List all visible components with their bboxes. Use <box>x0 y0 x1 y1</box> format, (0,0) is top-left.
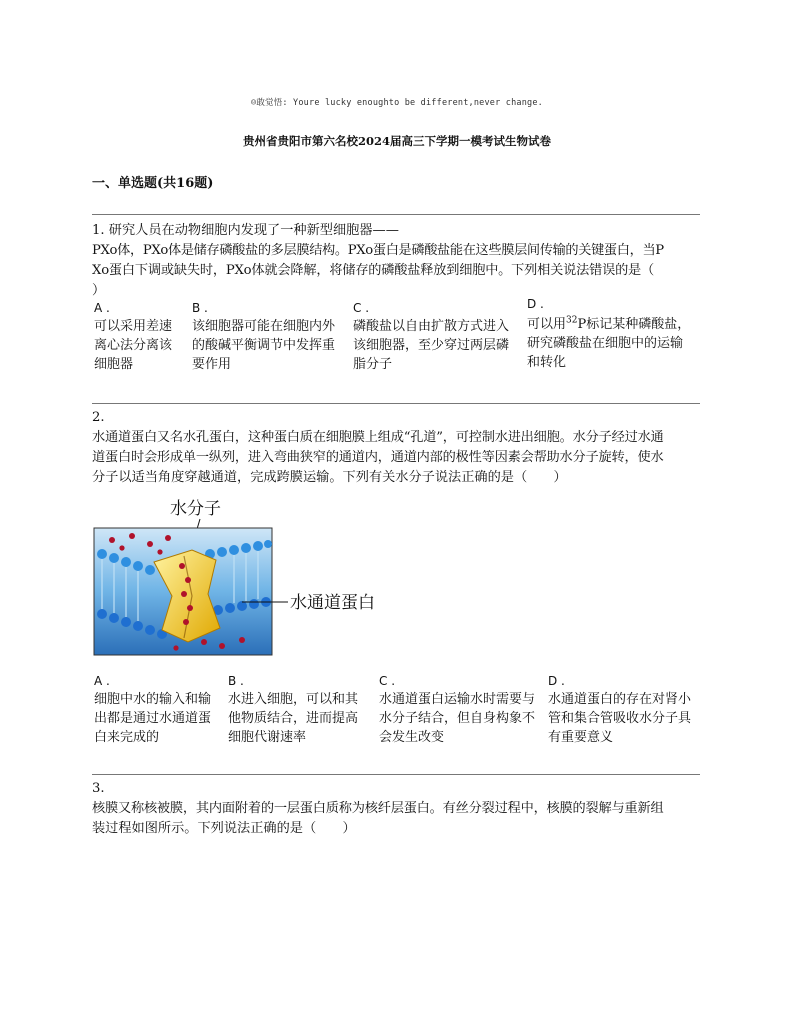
option-a[interactable]: A . 细胞中水的输入和输 出都是通过水通道蛋 白来完成的 <box>94 674 212 745</box>
motto: ☺敢觉悟: Youre lucky enoughto be different,never change. <box>251 98 543 108</box>
question-number: 2. <box>92 410 105 425</box>
divider <box>92 403 700 404</box>
page-title: 贵州省贵阳市第六名校2024届高三下学期一模考试生物试卷 <box>242 134 551 148</box>
option-a[interactable]: A . 可以采用差速 离心法分离该 细胞器 <box>94 301 173 372</box>
option-label: B . <box>192 301 208 315</box>
question-1 <box>92 221 702 301</box>
question-number: 3. <box>92 781 105 796</box>
figure-label-aquaporin: 水通道蛋白 <box>290 593 375 613</box>
aquaporin-figure <box>92 492 412 658</box>
question-1-line-3: Xo蛋白下调或缺失时，PXo体就会降解，将储存的磷酸盐释放到细胞中。下列相关说法错误的是（ <box>92 263 655 278</box>
option-label: B . <box>228 674 244 688</box>
option-b[interactable]: B . 水进入细胞，可以和其 他物质结合，进而提高 细胞代谢速率 <box>228 674 359 745</box>
option-label: C . <box>353 301 370 315</box>
question-1-line-2: PXo体，PXo体是储存磷酸盐的多层膜结构。PXo蛋白是磷酸盐能在这些膜层间传输的关键蛋白，当P <box>92 243 664 258</box>
question-1-line-1: 1. 研究人员在动物细胞内发现了一种新型细胞器—— <box>92 223 399 238</box>
option-label: D . <box>527 297 544 311</box>
option-label: C . <box>379 674 396 688</box>
divider <box>92 214 700 215</box>
option-b[interactable]: B . 该细胞器可能在细胞内外 的酸碱平衡调节中发挥重 要作用 <box>192 301 336 372</box>
figure-label-water-molecule: 水分子 <box>170 499 221 519</box>
option-label: A . <box>94 674 110 688</box>
option-c[interactable]: C . 磷酸盐以自由扩散方式进入 该细胞器，至少穿过两层磷 脂分子 <box>353 301 510 372</box>
question-1-line-4: ） <box>92 283 106 298</box>
option-label: A . <box>94 301 110 315</box>
option-label: D . <box>548 674 565 688</box>
section-heading: 一、单选题(共16题) <box>92 176 214 191</box>
option-c[interactable]: C . 水通道蛋白运输水时需要与 水分子结合，但自身构象不 会发生改变 <box>379 674 536 745</box>
question-2: 2. 水通道蛋白又名水孔蛋白，这种蛋白质在细胞膜上组成“孔道”，可控制水进出细胞。水分子经过水通 道蛋白时会形成单一纵列，进入弯曲狭窄的通道内，通道内部的极性等因素会帮助水分子旋转，使水 分子以适当角度穿越通道，完成跨膜运输。下列有关水分子说法正确的是（ ） <box>92 408 702 488</box>
option-d[interactable]: D . 水通道蛋白的存在对肾小 管和集合管吸收水分子具 有重要意义 <box>548 674 692 745</box>
question-3: 3. 核膜又称核被膜，其内面附着的一层蛋白质称为核纤层蛋白。有丝分裂过程中，核膜的裂解与重新组 装过程如图所示。下列说法正确的是（ ） <box>92 779 702 839</box>
option-d[interactable]: D . 可以用$^{32}$P标记某种磷酸盐， 研究磷酸盐在细胞中的运输 和转化 <box>527 297 691 370</box>
divider <box>92 774 700 775</box>
question-number: 1. <box>92 223 105 238</box>
